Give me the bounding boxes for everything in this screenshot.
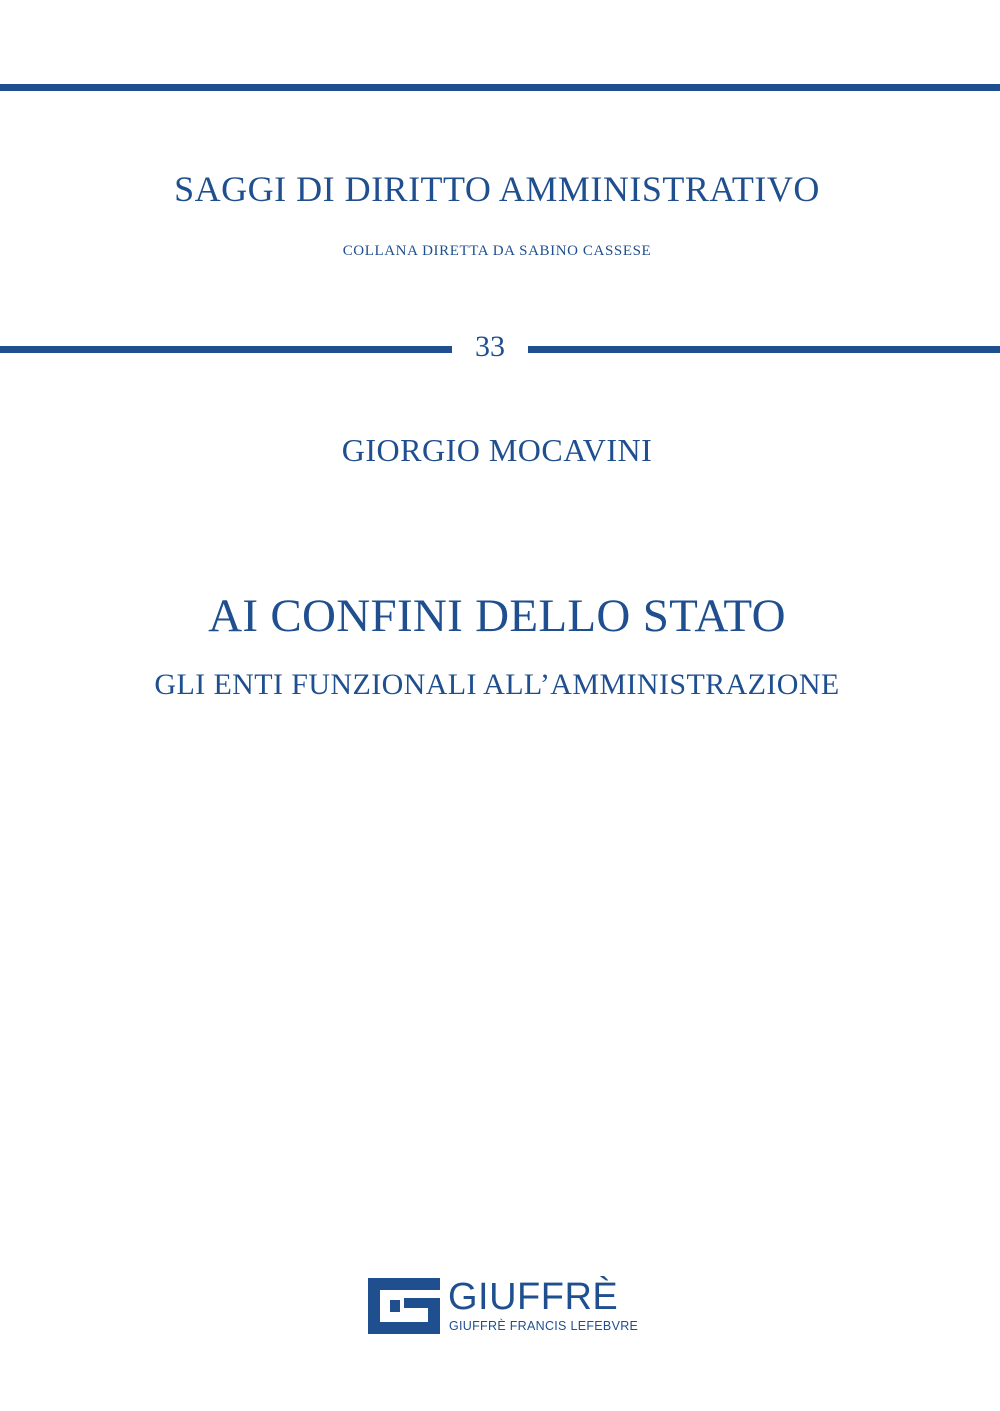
volume-number: 33 — [475, 330, 505, 363]
series-title: SAGGI DI DIRITTO AMMINISTRATIVO — [174, 169, 820, 209]
author-name: GIORGIO MOCAVINI — [341, 432, 653, 468]
mid-rule-right — [528, 346, 1000, 353]
publisher-subname: GIUFFRÈ FRANCIS LEFEBVRE — [449, 1319, 639, 1333]
publisher-logo — [368, 1276, 638, 1336]
book-subtitle: GLI ENTI FUNZIONALI ALL’AMMINISTRAZIONE — [154, 668, 840, 701]
top-rule — [0, 84, 1000, 91]
mid-rule-left — [0, 346, 452, 353]
publisher-name: GIUFFRÈ — [448, 1276, 619, 1318]
series-editor: COLLANA DIRETTA DA SABINO CASSESE — [342, 243, 652, 259]
giuffre-logo-mark-icon — [368, 1278, 440, 1334]
book-title: AI CONFINI DELLO STATO — [208, 590, 786, 642]
